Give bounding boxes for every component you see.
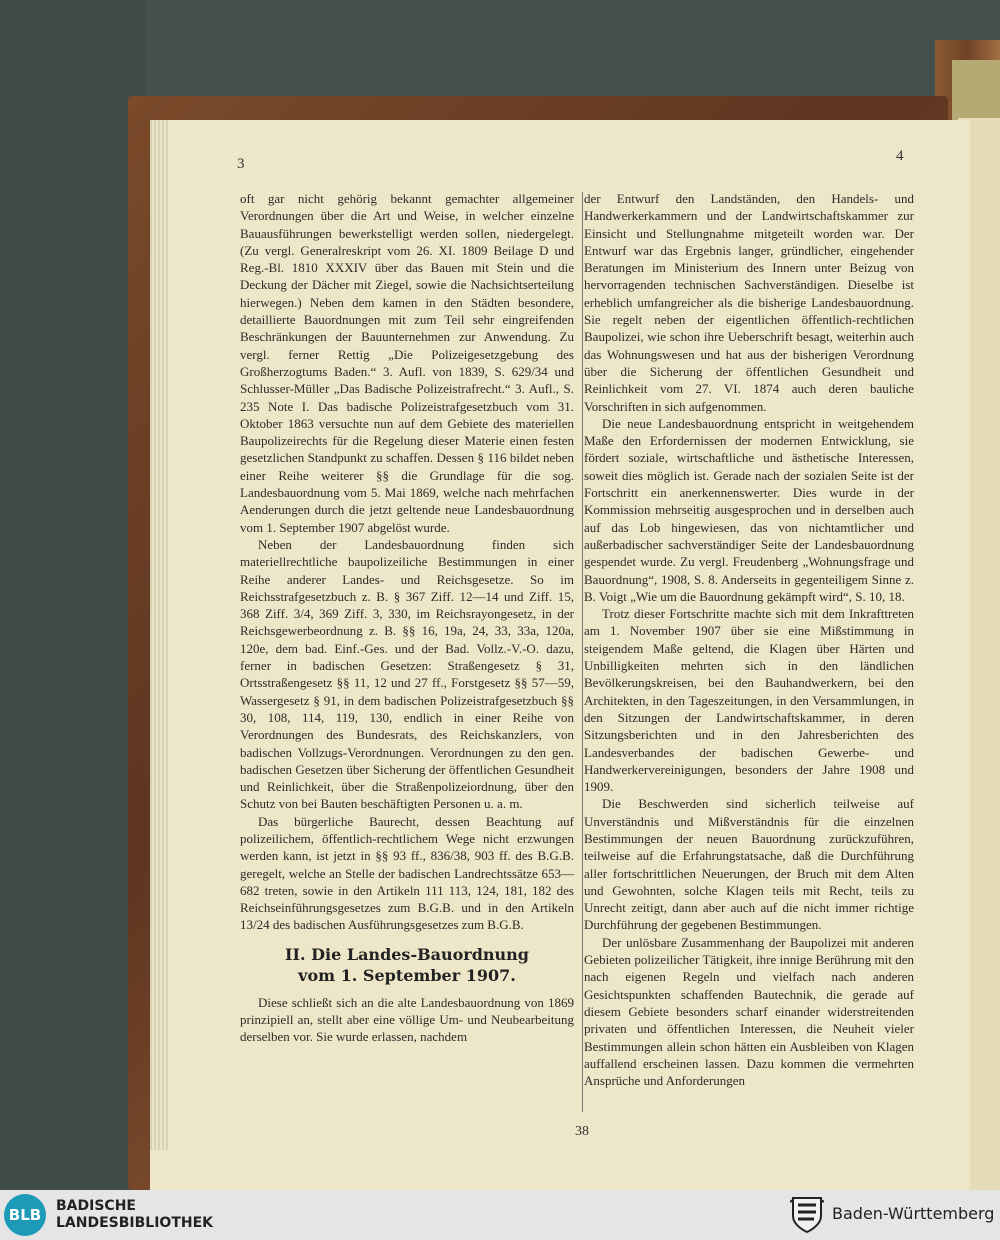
column-divider [582,192,583,1112]
blb-name[interactable] [56,1198,213,1232]
left-page-number: 3 [237,156,245,172]
scan-background-top [0,0,1000,100]
right-paragraph-3: Trotz dieser Fortschritte machte sich mit dem Inkrafttreten am 1. November 1907 über sie eine Mißstimmung in steigendem Maße geltend, die Klagen über Härten und Unbilligkeiten mehrten sich in den ländlichen Bevölkerungskreisen, bei den Bauhandwerkern, bei den Architekten, in den Tageszeitungen, in den Versammlungen, in den Sitzungen der Landwirtschaftskammer, in deren Sitzungsberichten und in den Jahresberichten des Landesverbandes der badischen Gewerbe- und Handwerkervereinigungen, besonders der Jahre 1908 und 1909. [584,606,914,795]
right-paragraph-1: der Entwurf den Landständen, den Handels- und Handwerkerkammern und der Landwirtschaftskammer zur Einsicht und Stellungnahme mitgeteilt worden war. Der Entwurf war das Ergebnis langer, gründlicher, eingehender Beratungen im Ministerium des Innern unter Beizug von hervorragenden technischen Sachverständigen. Dieselbe ist erheblich umfangreicher als die bisherige Landesbauordnung. Sie regelt neben der eigentlichen öffentlich-rechtlichen Baupolizei, wie schon ihre Ueberschrift besagt, weiterhin auch das Wohnungswesen und hat aus der bisherigen Verordnung über die Sicherung der öffentlichen Gesundheit und Reinlichkeit vom 27. VI. 1874 auch deren bauliche Vorschriften in sich aufgenommen. [584,191,914,414]
scan-background-left [0,0,145,1190]
left-text-column [240,190,574,1046]
book-spine-gilt [952,60,1000,120]
section-heading-line-1: II. Die Landes-Bauordnung [285,944,529,964]
left-paragraph-after-heading: Diese schließt sich an die alte Landesbauordnung von 1869 prinzipiell an, stellt aber eine völlige Um- und Neubearbeitung derselben vor. Sie wurde erlassen, nachdem [240,994,574,1045]
coat-of-arms-icon[interactable] [790,1196,824,1234]
right-page-number: 4 [896,148,904,164]
blb-name-line-1: BADISCHE [56,1198,136,1214]
right-paragraph-2: Die neue Landesbauordnung entspricht in weitgehendem Maße den Erfordernissen der modernen Entwicklung, sie fördert soziale, wirtschaftliche und ästhetische Interessen, soweit dies möglich ist. Gerade nach der sozialen Seite ist der Fortschritt ein anerkennenswerter. Dies wurde in der Kommission mehrseitig ausgesprochen und in derselben auch auf das Lob hingewiesen, das von nichtamtlicher und außerbadischer sachverständiger Seite der Landesbauordnung gespendet wurde. Zu vergl. Freudenberg „Wohnungsfrage und Bauordnung“, 1908, S. 8. Anderseits in gegenteiligem Sinne z. B. Voigt „Wie um die Bauordnung gekämpft wird“, S. 10, 18. [584,415,914,604]
section-heading-line-2: vom 1. September 1907. [298,965,516,985]
left-paragraph-1: oft gar nicht gehörig bekannt gemachter allgemeiner Verordnungen über die Art und Weise, in welcher einzelne Bauausführungen bewerkstelligt werden sollen, niedergelegt. (Zu vergl. Generalreskript vom 26. XI. 1809 Beilage D und Reg.-Bl. 1810 XXXIV über das Bauen mit Stein und die Deckung der Dächer mit Ziegel, sowie die Nachsichtserteilung hierwegen.) Neben dem kamen in den Städten besondere, detaillierte Bauordnungen mit zum Teil sehr eingreifenden Beschränkungen der Bauunternehmen zur Anwendung. Zu vergl. ferner Rettig „Die Polizeigesetzgebung des Großherzogtums Baden.“ 3. Aufl. von 1839, S. 629/34 und Schlusser-Müller „Das Badische Polizeistrafrecht.“ 3. Aufl., S. 235 Note I. Das badische Polizeistrafgesetzbuch vom 31. Oktober 1863 versuchte nun auf dem Gebiete des materiellen Baupolizeirechts für die Regelung dieser Materie einen festen gesetzlichen Standpunkt zu schaffen. Dessen § 116 bildet neben einer Reihe weiterer §§ die Grundlage für die sog. Landesbauordnung vom 5. Mai 1869, welche nach mehrfachen Aenderungen durch die jetzt geltende neue Landesbauordnung vom 1. September 1907 abgelöst wurde. [240,191,574,535]
bw-name[interactable]: Baden-Württemberg [832,1204,995,1223]
bottom-page-number: 38 [575,1124,589,1139]
right-paragraph-4: Die Beschwerden sind sicherlich teilweise auf Unverständnis und Mißverständnis für die einzelnen Bestimmungen der neuen Bauordnung zurückzuführen, teilweise auf die Erfahrungstatsache, daß die Durchführung aller fortschrittlichen Neuerungen, der Bruch mit dem Alten und Gewohnten, solche Klagen teils mit Recht, teils zu Unrecht zeitigt, dann aber auch auf die nicht immer richtige Durchführung der gegebenen Bestimmungen. [584,796,914,933]
right-text-column [584,190,914,1089]
page-stack-edge [150,120,170,1150]
left-paragraph-3: Das bürgerliche Baurecht, dessen Beachtung auf polizeilichem, öffentlich-rechtlichem Wege nicht erzwungen werden kann, ist jetzt in §§ 93 ff., 836/38, 903 ff. des B.G.B. geregelt, welche an Stelle der badischen Landrechtssätze 653—682 treten, sowie in den Artikeln 111 113, 124, 181, 182 des Reichseinführungsgesetzes zum B.G.B. und in den Artikeln 13/24 des badischen Ausführungsgesetzes zum B.G.B. [240,813,574,933]
section-heading [240,944,574,986]
blb-name-line-2: LANDESBIBLIOTHEK [56,1215,214,1231]
right-paragraph-5: Der unlösbare Zusammenhang der Baupolizei mit anderen Gebieten polizeilicher Tätigkeit, ihre innige Berührung mit den nach eigenen Regeln und vielfach nach anderen Gesichtspunkten schaffenden Bautechnik, die gerade auf diesem Gebiete besonders scharf einander widerstreitenden privaten und öffentlichen Interessen, die Neuheit vieler Bestimmungen allein schon hätten ein Ausbleiben von Klagen auffallend erscheinen lassen. Dazu kommen die vermehrten Ansprüche und Anforderungen [584,934,914,1089]
blb-logo[interactable]: BLB [4,1194,46,1236]
left-paragraph-2: Neben der Landesbauordnung finden sich materiellrechtliche baupolizeiliche Bestimmungen in einer Reihe anderer Landes- und Reichsgesetze. So im Reichsstrafgesetzbuch z. B. § 367 Ziff. 12—14 und Ziff. 15, 368 Ziff. 3/4, 369 Ziff. 3, 330, im Reichsrayongesetz, in der Reichsgewerbeordnung z. B. §§ 16, 19a, 24, 33, 33a, 120a, 120e, dem bad. Einf.-Ges. und der Bad. Vollz.-V.-O. dazu, ferner in badischen Gesetzen: Straßengesetz § 31, Ortsstraßengesetz §§ 11, 12 und 27 ff., Forstgesetz §§ 57—59, Wassergesetz § 91, in dem badischen Polizeistrafgesetzbuch §§ 30, 108, 114, 119, 130, endlich in einer Reihe von Verordnungen des Bundesrats, des Reichskanzlers, von badischen Vollzugs-Verordnungen. Verordnungen zu den gen. badischen Gesetzen über Sicherung der öffentlichen Gesundheit und Reinlichkeit, über die Straßenpolizeiordnung, über den Schutz von bei Bauten beschäftigten Personen u. a. m. [240,536,574,812]
